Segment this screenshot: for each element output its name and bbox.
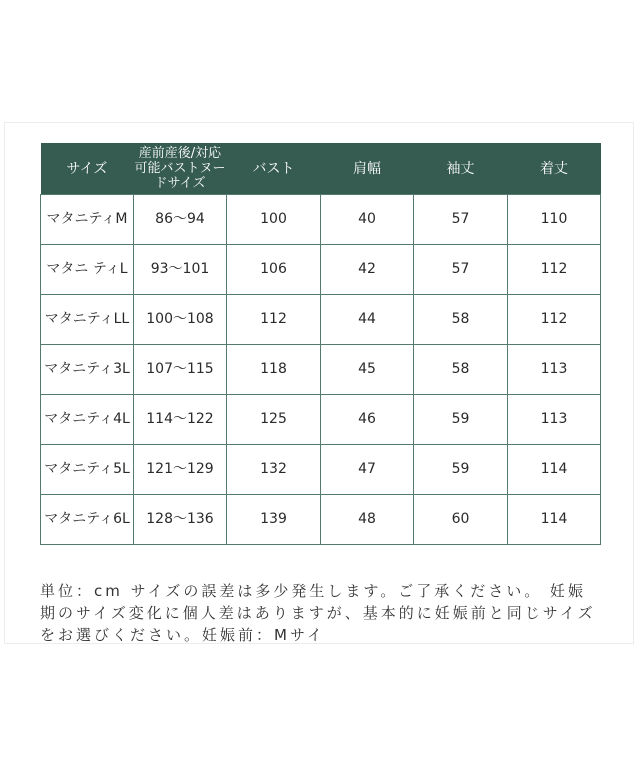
cell-nude-bust: 86～94 xyxy=(134,195,227,245)
table-row xyxy=(41,445,601,495)
cell-length: 114 xyxy=(508,495,601,545)
cell-bust: 125 xyxy=(227,395,321,445)
cell-length: 114 xyxy=(508,445,601,495)
cell-bust: 106 xyxy=(227,245,321,295)
cell-nude-bust: 100～108 xyxy=(134,295,227,345)
table-row xyxy=(41,345,601,395)
cell-shoulder: 48 xyxy=(321,495,414,545)
table-row xyxy=(41,295,601,345)
header-sleeve-length: 袖丈 xyxy=(414,143,508,195)
table-row xyxy=(41,245,601,295)
cell-length: 112 xyxy=(508,295,601,345)
size-note-text: 単位：cm サイズの誤差は多少発生します。ご了承ください。 妊娠期のサイズ変化に個人差はありますが、基本的に妊娠前と同じサイズをお選びください。妊娠前：Mサイ xyxy=(40,582,596,644)
cell-shoulder: 44 xyxy=(321,295,414,345)
cell-sleeve: 57 xyxy=(414,245,508,295)
cell-size: マタニティM xyxy=(41,195,134,245)
cell-nude-bust: 93～101 xyxy=(134,245,227,295)
table-row xyxy=(41,195,601,245)
table-header-row xyxy=(41,143,601,195)
cell-sleeve: 58 xyxy=(414,345,508,395)
cell-sleeve: 59 xyxy=(414,395,508,445)
cell-length: 112 xyxy=(508,245,601,295)
cell-sleeve: 59 xyxy=(414,445,508,495)
header-bust-nude-size: 産前産後/対応可能バストヌードサイズ xyxy=(134,143,227,195)
cell-nude-bust: 121～129 xyxy=(134,445,227,495)
header-bust: バスト xyxy=(227,143,321,195)
cell-size: マタニティLL xyxy=(41,295,134,345)
cell-length: 113 xyxy=(508,345,601,395)
cell-size: マタニティ3L xyxy=(41,345,134,395)
cell-size: マタニティ6L xyxy=(41,495,134,545)
size-chart-table xyxy=(40,143,601,545)
cell-shoulder: 46 xyxy=(321,395,414,445)
cell-bust: 118 xyxy=(227,345,321,395)
cell-bust: 139 xyxy=(227,495,321,545)
cell-bust: 132 xyxy=(227,445,321,495)
cell-nude-bust: 107～115 xyxy=(134,345,227,395)
cell-sleeve: 57 xyxy=(414,195,508,245)
cell-shoulder: 47 xyxy=(321,445,414,495)
cell-size: マタニ ティL xyxy=(41,245,134,295)
cell-bust: 100 xyxy=(227,195,321,245)
cell-length: 113 xyxy=(508,395,601,445)
cell-size: マタニティ5L xyxy=(41,445,134,495)
cell-shoulder: 45 xyxy=(321,345,414,395)
cell-nude-bust: 128～136 xyxy=(134,495,227,545)
table-row xyxy=(41,495,601,545)
cell-sleeve: 58 xyxy=(414,295,508,345)
cell-shoulder: 40 xyxy=(321,195,414,245)
table-row xyxy=(41,395,601,445)
cell-bust: 112 xyxy=(227,295,321,345)
header-size: サイズ xyxy=(41,143,134,195)
header-shoulder-width: 肩幅 xyxy=(321,143,414,195)
cell-nude-bust: 114～122 xyxy=(134,395,227,445)
cell-size: マタニティ4L xyxy=(41,395,134,445)
cell-sleeve: 60 xyxy=(414,495,508,545)
cell-length: 110 xyxy=(508,195,601,245)
header-body-length: 着丈 xyxy=(508,143,601,195)
cell-shoulder: 42 xyxy=(321,245,414,295)
